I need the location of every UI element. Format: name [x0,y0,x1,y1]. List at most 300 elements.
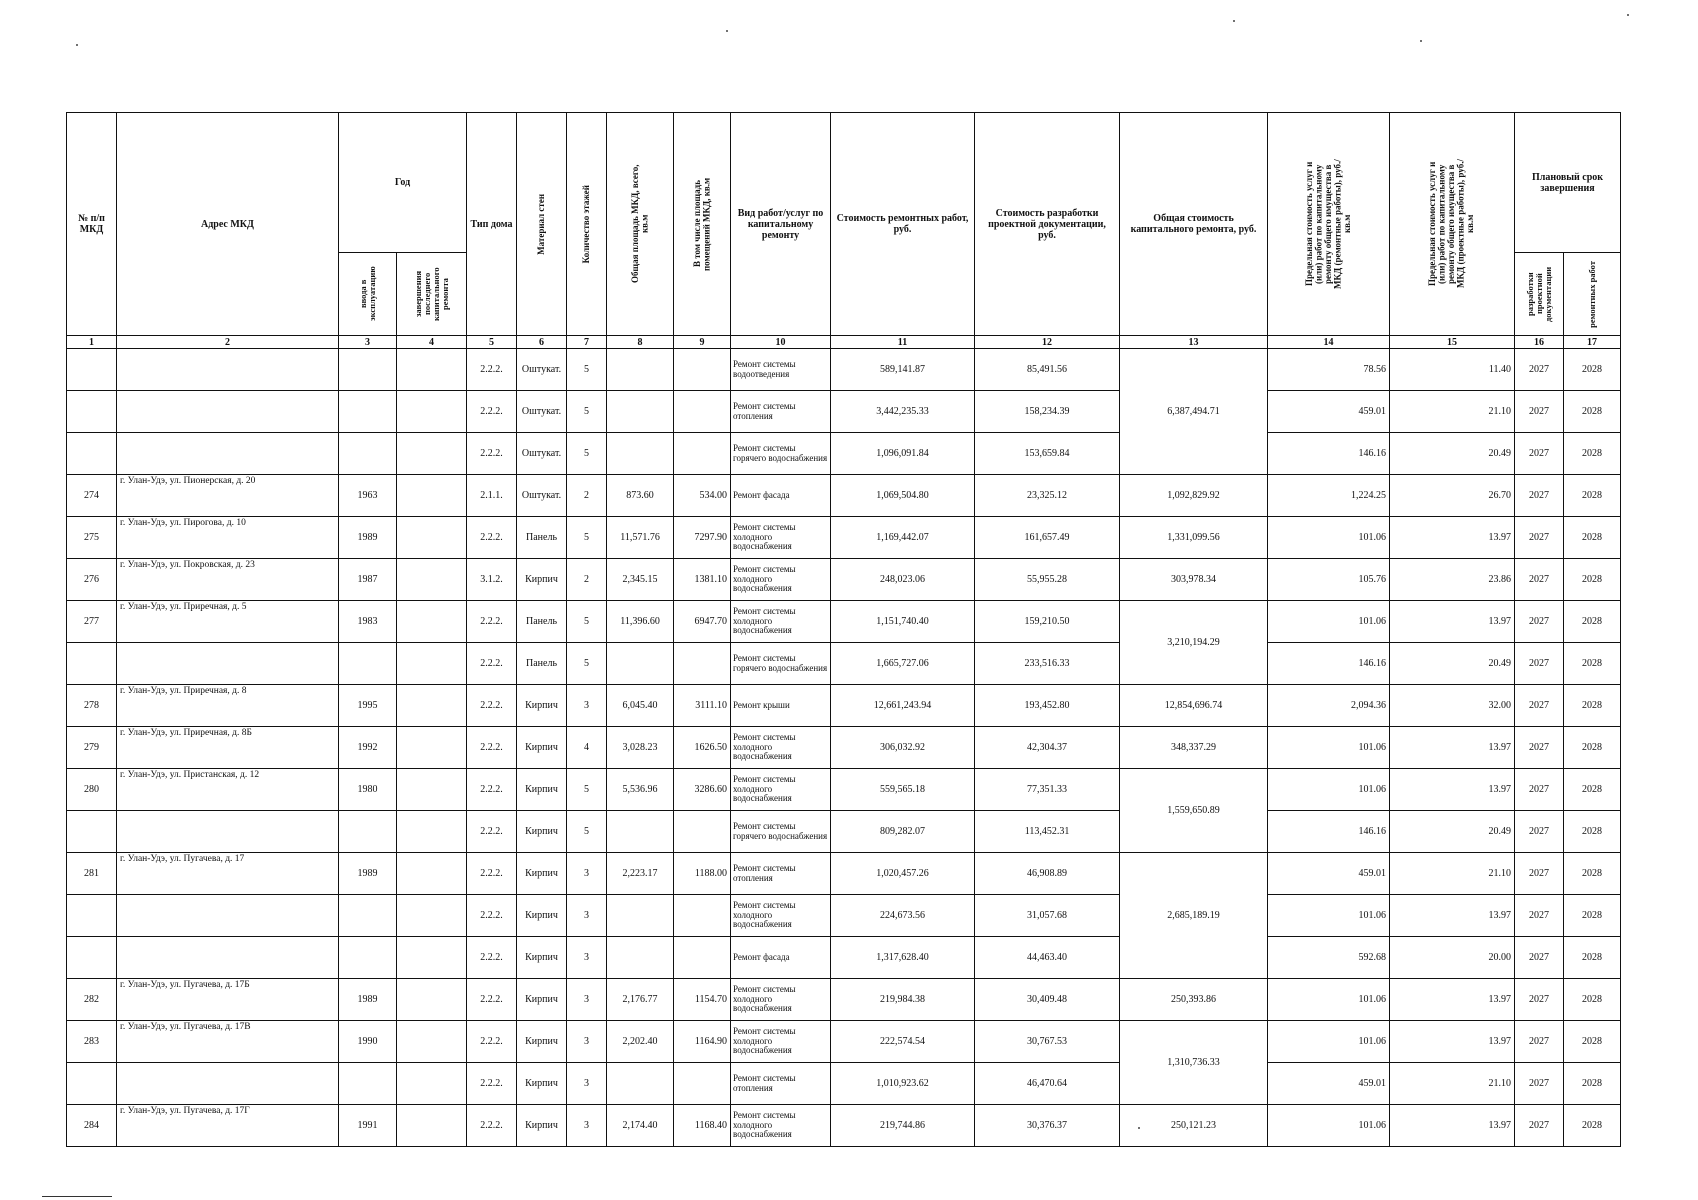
row-number: 274 [67,475,117,517]
row-limit-design: 13.97 [1390,979,1515,1021]
header-wall-material [517,113,567,336]
row-plan-repair-year: 2028 [1564,685,1621,727]
row-floors: 3 [567,937,607,979]
row-limit-design: 13.97 [1390,1021,1515,1063]
row-house-type: 2.2.2. [467,601,517,643]
row-year-commission: 1990 [339,1021,397,1063]
row-wall-material: Панель [517,643,567,685]
row-plan-design-year: 2027 [1515,349,1564,391]
table-row [67,433,1621,475]
row-plan-design-year: 2027 [1515,811,1564,853]
row-design-cost: 153,659.84 [975,433,1120,475]
row-repair-cost: 589,141.87 [831,349,975,391]
header-limit-design-text: Предельная стоимость услуг и (или) работ по капитальному ремонту общего имущества в МКД (проектные работы), руб./кв.м [1427,159,1476,289]
row-wall-material: Кирпич [517,1021,567,1063]
row-plan-repair-year: 2028 [1564,769,1621,811]
row-work-type: Ремонт системы холодного водоснабжения [731,601,831,643]
row-plan-design-year: 2027 [1515,685,1564,727]
row-total-area: 2,345.15 [607,559,674,601]
row-premises-area [674,643,731,685]
row-floors: 4 [567,727,607,769]
row-premises-area: 1381.10 [674,559,731,601]
row-plan-design-year: 2027 [1515,727,1564,769]
row-plan-repair-year: 2028 [1564,601,1621,643]
row-limit-repair: 459.01 [1268,391,1390,433]
row-year-commission: 1963 [339,475,397,517]
row-year-commission [339,349,397,391]
row-design-cost: 46,470.64 [975,1063,1120,1105]
row-address: г. Улан-Удэ, ул. Покровская, д. 23 [117,559,339,601]
row-limit-repair: 101.06 [1268,1021,1390,1063]
row-total-area [607,349,674,391]
row-wall-material: Кирпич [517,769,567,811]
row-year-last-repair [397,475,467,517]
row-floors: 2 [567,559,607,601]
row-total-area [607,391,674,433]
row-year-last-repair [397,727,467,769]
row-plan-design-year: 2027 [1515,979,1564,1021]
row-work-type: Ремонт системы горячего водоснабжения [731,433,831,475]
header-limit-design [1390,113,1515,336]
row-design-cost: 30,376.37 [975,1105,1120,1147]
row-total-area: 11,396.60 [607,601,674,643]
row-limit-repair: 101.06 [1268,769,1390,811]
column-number-cell: 15 [1390,336,1515,349]
row-wall-material: Оштукат. [517,475,567,517]
table-row [67,475,1621,517]
row-house-type: 2.1.1. [467,475,517,517]
row-plan-repair-year: 2028 [1564,433,1621,475]
row-total-cost: 250,393.86 [1120,979,1268,1021]
row-total-area [607,895,674,937]
row-repair-cost: 559,565.18 [831,769,975,811]
table-row [67,391,1621,433]
column-number-cell: 7 [567,336,607,349]
scan-speck [1627,14,1629,16]
row-work-type: Ремонт системы водоотведения [731,349,831,391]
row-plan-repair-year: 2028 [1564,727,1621,769]
header-total-cost: Общая стоимость капитального ремонта, руб. [1120,113,1268,336]
table-row [67,769,1621,811]
row-address [117,937,339,979]
row-address: г. Улан-Удэ, ул. Пугачева, д. 17Г [117,1105,339,1147]
table-row [67,685,1621,727]
row-design-cost: 85,491.56 [975,349,1120,391]
row-premises-area [674,1063,731,1105]
row-work-type: Ремонт фасада [731,937,831,979]
row-floors: 3 [567,1063,607,1105]
row-premises-area [674,349,731,391]
header-floors [567,113,607,336]
row-year-commission [339,391,397,433]
row-design-cost: 30,767.53 [975,1021,1120,1063]
table-row [67,1105,1621,1147]
row-plan-design-year: 2027 [1515,1105,1564,1147]
row-address: г. Улан-Удэ, ул. Приречная, д. 8Б [117,727,339,769]
column-number-cell: 8 [607,336,674,349]
row-work-type: Ремонт системы горячего водоснабжения [731,643,831,685]
table-row [67,895,1621,937]
row-repair-cost: 1,665,727.06 [831,643,975,685]
row-limit-design: 13.97 [1390,1105,1515,1147]
row-work-type: Ремонт системы холодного водоснабжения [731,517,831,559]
row-design-cost: 77,351.33 [975,769,1120,811]
column-number-cell: 10 [731,336,831,349]
row-wall-material: Кирпич [517,937,567,979]
row-limit-repair: 146.16 [1268,433,1390,475]
row-wall-material: Кирпич [517,811,567,853]
scan-speck [1233,20,1235,22]
row-plan-design-year: 2027 [1515,391,1564,433]
table-row [67,601,1621,643]
row-total-area: 2,174.40 [607,1105,674,1147]
row-year-commission: 1995 [339,685,397,727]
row-limit-repair: 459.01 [1268,853,1390,895]
row-total-area: 6,045.40 [607,685,674,727]
row-floors: 5 [567,391,607,433]
row-number [67,1063,117,1105]
row-total-area: 11,571.76 [607,517,674,559]
row-wall-material: Кирпич [517,685,567,727]
row-address: г. Улан-Удэ, ул. Пугачева, д. 17Б [117,979,339,1021]
row-year-commission: 1989 [339,979,397,1021]
table-body [67,349,1621,1147]
row-wall-material: Панель [517,517,567,559]
row-address [117,1063,339,1105]
row-limit-design: 20.49 [1390,811,1515,853]
row-address: г. Улан-Удэ, ул. Пугачева, д. 17 [117,853,339,895]
row-year-commission: 1991 [339,1105,397,1147]
row-limit-repair: 592.68 [1268,937,1390,979]
row-design-cost: 42,304.37 [975,727,1120,769]
row-work-type: Ремонт системы отопления [731,853,831,895]
row-plan-design-year: 2027 [1515,433,1564,475]
row-year-last-repair [397,1105,467,1147]
header-work-type: Вид работ/услуг по капитальному ремонту [731,113,831,336]
row-address [117,391,339,433]
row-year-last-repair [397,769,467,811]
row-repair-cost: 1,169,442.07 [831,517,975,559]
column-number-cell: 17 [1564,336,1621,349]
row-plan-repair-year: 2028 [1564,1105,1621,1147]
column-number-cell: 4 [397,336,467,349]
column-number-row [67,336,1621,349]
header-plan-design-text: разработки проектной документации [1524,266,1553,322]
row-repair-cost: 1,151,740.40 [831,601,975,643]
row-address: г. Улан-Удэ, ул. Приречная, д. 8 [117,685,339,727]
scan-speck [726,30,728,32]
row-floors: 3 [567,895,607,937]
row-year-last-repair [397,391,467,433]
row-repair-cost: 248,023.06 [831,559,975,601]
row-work-type: Ремонт системы холодного водоснабжения [731,979,831,1021]
header-plan-design [1515,253,1564,336]
row-number: 283 [67,1021,117,1063]
row-floors: 5 [567,517,607,559]
row-limit-design: 20.00 [1390,937,1515,979]
row-design-cost: 161,657.49 [975,517,1120,559]
row-total-area: 2,223.17 [607,853,674,895]
row-wall-material: Кирпич [517,727,567,769]
row-plan-design-year: 2027 [1515,769,1564,811]
row-number [67,643,117,685]
row-house-type: 2.2.2. [467,643,517,685]
row-plan-design-year: 2027 [1515,559,1564,601]
row-repair-cost: 3,442,235.33 [831,391,975,433]
row-number: 280 [67,769,117,811]
row-total-area [607,811,674,853]
header-year-last-repair-text: завершения последнего капитального ремонта [412,267,450,321]
row-limit-repair: 146.16 [1268,811,1390,853]
row-limit-repair: 101.06 [1268,1105,1390,1147]
row-year-last-repair [397,979,467,1021]
row-repair-cost: 224,673.56 [831,895,975,937]
row-repair-cost: 222,574.54 [831,1021,975,1063]
row-work-type: Ремонт системы холодного водоснабжения [731,559,831,601]
row-wall-material: Оштукат. [517,433,567,475]
row-repair-cost: 219,984.38 [831,979,975,1021]
row-repair-cost: 1,010,923.62 [831,1063,975,1105]
row-work-type: Ремонт фасада [731,475,831,517]
row-year-last-repair [397,685,467,727]
row-limit-design: 21.10 [1390,1063,1515,1105]
table-row [67,517,1621,559]
row-repair-cost: 1,069,504.80 [831,475,975,517]
row-limit-design: 13.97 [1390,517,1515,559]
row-total-cost: 3,210,194.29 [1120,601,1268,685]
column-number-cell: 13 [1120,336,1268,349]
table-row [67,937,1621,979]
row-number: 275 [67,517,117,559]
row-house-type: 2.2.2. [467,1063,517,1105]
table-row [67,1063,1621,1105]
row-address: г. Улан-Удэ, ул. Приречная, д. 5 [117,601,339,643]
row-total-area: 5,536.96 [607,769,674,811]
row-year-last-repair [397,895,467,937]
table-row [67,979,1621,1021]
row-wall-material: Кирпич [517,979,567,1021]
row-limit-design: 20.49 [1390,433,1515,475]
header-num: № п/п МКД [67,113,117,336]
header-total-area-text: Общая площадь МКД, всего, кв.м [629,164,650,284]
row-limit-design: 26.70 [1390,475,1515,517]
row-floors: 3 [567,853,607,895]
row-premises-area: 534.00 [674,475,731,517]
repair-register-table [66,112,1621,1147]
column-number-cell: 1 [67,336,117,349]
row-wall-material: Кирпич [517,1063,567,1105]
row-premises-area [674,391,731,433]
row-address [117,349,339,391]
table-row [67,811,1621,853]
row-repair-cost: 12,661,243.94 [831,685,975,727]
table-row [67,727,1621,769]
row-wall-material: Кирпич [517,1105,567,1147]
row-house-type: 2.2.2. [467,727,517,769]
row-house-type: 2.2.2. [467,685,517,727]
row-total-cost: 2,685,189.19 [1120,853,1268,979]
row-limit-repair: 101.06 [1268,979,1390,1021]
column-number-cell: 5 [467,336,517,349]
row-limit-design: 21.10 [1390,853,1515,895]
row-repair-cost: 1,317,628.40 [831,937,975,979]
row-wall-material: Оштукат. [517,391,567,433]
row-address: г. Улан-Удэ, ул. Пирогова, д. 10 [117,517,339,559]
row-total-cost: 1,331,099.56 [1120,517,1268,559]
row-limit-design: 13.97 [1390,727,1515,769]
row-house-type: 2.2.2. [467,349,517,391]
row-floors: 3 [567,685,607,727]
row-year-commission [339,643,397,685]
row-total-cost: 1,310,736.33 [1120,1021,1268,1105]
row-number: 279 [67,727,117,769]
row-number [67,937,117,979]
row-address: г. Улан-Удэ, ул. Пристанская, д. 12 [117,769,339,811]
row-plan-design-year: 2027 [1515,475,1564,517]
row-floors: 5 [567,643,607,685]
row-premises-area [674,937,731,979]
row-floors: 2 [567,475,607,517]
row-work-type: Ремонт крыши [731,685,831,727]
row-work-type: Ремонт системы холодного водоснабжения [731,1105,831,1147]
header-repair-cost: Стоимость ремонтных работ, руб. [831,113,975,336]
row-house-type: 2.2.2. [467,895,517,937]
row-year-last-repair [397,433,467,475]
row-limit-repair: 1,224.25 [1268,475,1390,517]
row-total-cost: 1,559,650.89 [1120,769,1268,853]
row-address: г. Улан-Удэ, ул. Пионерская, д. 20 [117,475,339,517]
row-total-cost: 250,121.23 [1120,1105,1268,1147]
row-wall-material: Кирпич [517,559,567,601]
row-number [67,391,117,433]
header-limit-repair-text: Предельная стоимость услуг и (или) работ по капитальному ремонту общего имущества в МКД (ремонтные работы), руб./кв.м [1303,159,1352,289]
row-year-last-repair [397,1063,467,1105]
row-total-cost: 6,387,494.71 [1120,349,1268,475]
row-plan-repair-year: 2028 [1564,475,1621,517]
row-repair-cost: 306,032.92 [831,727,975,769]
column-number-cell: 9 [674,336,731,349]
row-design-cost: 233,516.33 [975,643,1120,685]
row-year-commission: 1987 [339,559,397,601]
row-year-commission: 1980 [339,769,397,811]
row-plan-design-year: 2027 [1515,643,1564,685]
row-limit-design: 21.10 [1390,391,1515,433]
row-plan-design-year: 2027 [1515,1063,1564,1105]
row-work-type: Ремонт системы холодного водоснабжения [731,727,831,769]
row-limit-design: 23.86 [1390,559,1515,601]
row-year-commission: 1989 [339,517,397,559]
row-total-area: 873.60 [607,475,674,517]
table-row [67,559,1621,601]
row-premises-area [674,433,731,475]
row-repair-cost: 809,282.07 [831,811,975,853]
row-floors: 5 [567,349,607,391]
row-house-type: 2.2.2. [467,853,517,895]
row-design-cost: 46,908.89 [975,853,1120,895]
row-premises-area [674,895,731,937]
row-limit-design: 13.97 [1390,601,1515,643]
row-house-type: 2.2.2. [467,517,517,559]
row-year-last-repair [397,811,467,853]
row-premises-area: 3111.10 [674,685,731,727]
row-limit-repair: 101.06 [1268,601,1390,643]
row-house-type: 2.2.2. [467,979,517,1021]
row-plan-repair-year: 2028 [1564,517,1621,559]
header-limit-repair [1268,113,1390,336]
row-year-commission [339,895,397,937]
row-floors: 3 [567,1105,607,1147]
row-floors: 5 [567,769,607,811]
row-plan-repair-year: 2028 [1564,811,1621,853]
row-number: 277 [67,601,117,643]
row-year-commission: 1992 [339,727,397,769]
row-year-last-repair [397,937,467,979]
row-design-cost: 158,234.39 [975,391,1120,433]
row-plan-design-year: 2027 [1515,601,1564,643]
row-floors: 5 [567,811,607,853]
row-work-type: Ремонт системы холодного водоснабжения [731,769,831,811]
row-limit-repair: 78.56 [1268,349,1390,391]
row-plan-repair-year: 2028 [1564,643,1621,685]
table-row [67,643,1621,685]
header-plan: Плановый срок завершения [1515,113,1621,253]
column-number-cell: 6 [517,336,567,349]
row-year-last-repair [397,559,467,601]
row-year-commission [339,1063,397,1105]
row-limit-repair: 101.06 [1268,895,1390,937]
row-premises-area: 1168.40 [674,1105,731,1147]
row-floors: 5 [567,433,607,475]
row-plan-repair-year: 2028 [1564,1021,1621,1063]
header-total-area [607,113,674,336]
row-limit-design: 32.00 [1390,685,1515,727]
row-plan-design-year: 2027 [1515,937,1564,979]
row-repair-cost: 1,020,457.26 [831,853,975,895]
column-number-cell: 2 [117,336,339,349]
row-address [117,895,339,937]
row-house-type: 2.2.2. [467,769,517,811]
row-plan-design-year: 2027 [1515,853,1564,895]
header-premises-area [674,113,731,336]
row-plan-repair-year: 2028 [1564,349,1621,391]
row-total-cost: 1,092,829.92 [1120,475,1268,517]
row-total-area: 2,176.77 [607,979,674,1021]
row-house-type: 3.1.2. [467,559,517,601]
row-address [117,643,339,685]
row-work-type: Ремонт системы отопления [731,1063,831,1105]
scan-speck [76,44,78,46]
row-limit-repair: 105.76 [1268,559,1390,601]
row-year-last-repair [397,517,467,559]
row-total-area: 2,202.40 [607,1021,674,1063]
header-year-commission-text: ввода в эксплуатацию [357,266,377,322]
row-year-last-repair [397,601,467,643]
row-year-last-repair [397,643,467,685]
row-design-cost: 31,057.68 [975,895,1120,937]
row-number: 281 [67,853,117,895]
row-wall-material: Кирпич [517,853,567,895]
header-plan-repair [1564,253,1621,336]
row-premises-area: 7297.90 [674,517,731,559]
row-total-area: 3,028.23 [607,727,674,769]
header-year-commission [339,253,397,336]
row-work-type: Ремонт системы холодного водоснабжения [731,1021,831,1063]
row-address: г. Улан-Удэ, ул. Пугачева, д. 17В [117,1021,339,1063]
row-house-type: 2.2.2. [467,433,517,475]
row-design-cost: 159,210.50 [975,601,1120,643]
column-number-cell: 16 [1515,336,1564,349]
row-number [67,895,117,937]
